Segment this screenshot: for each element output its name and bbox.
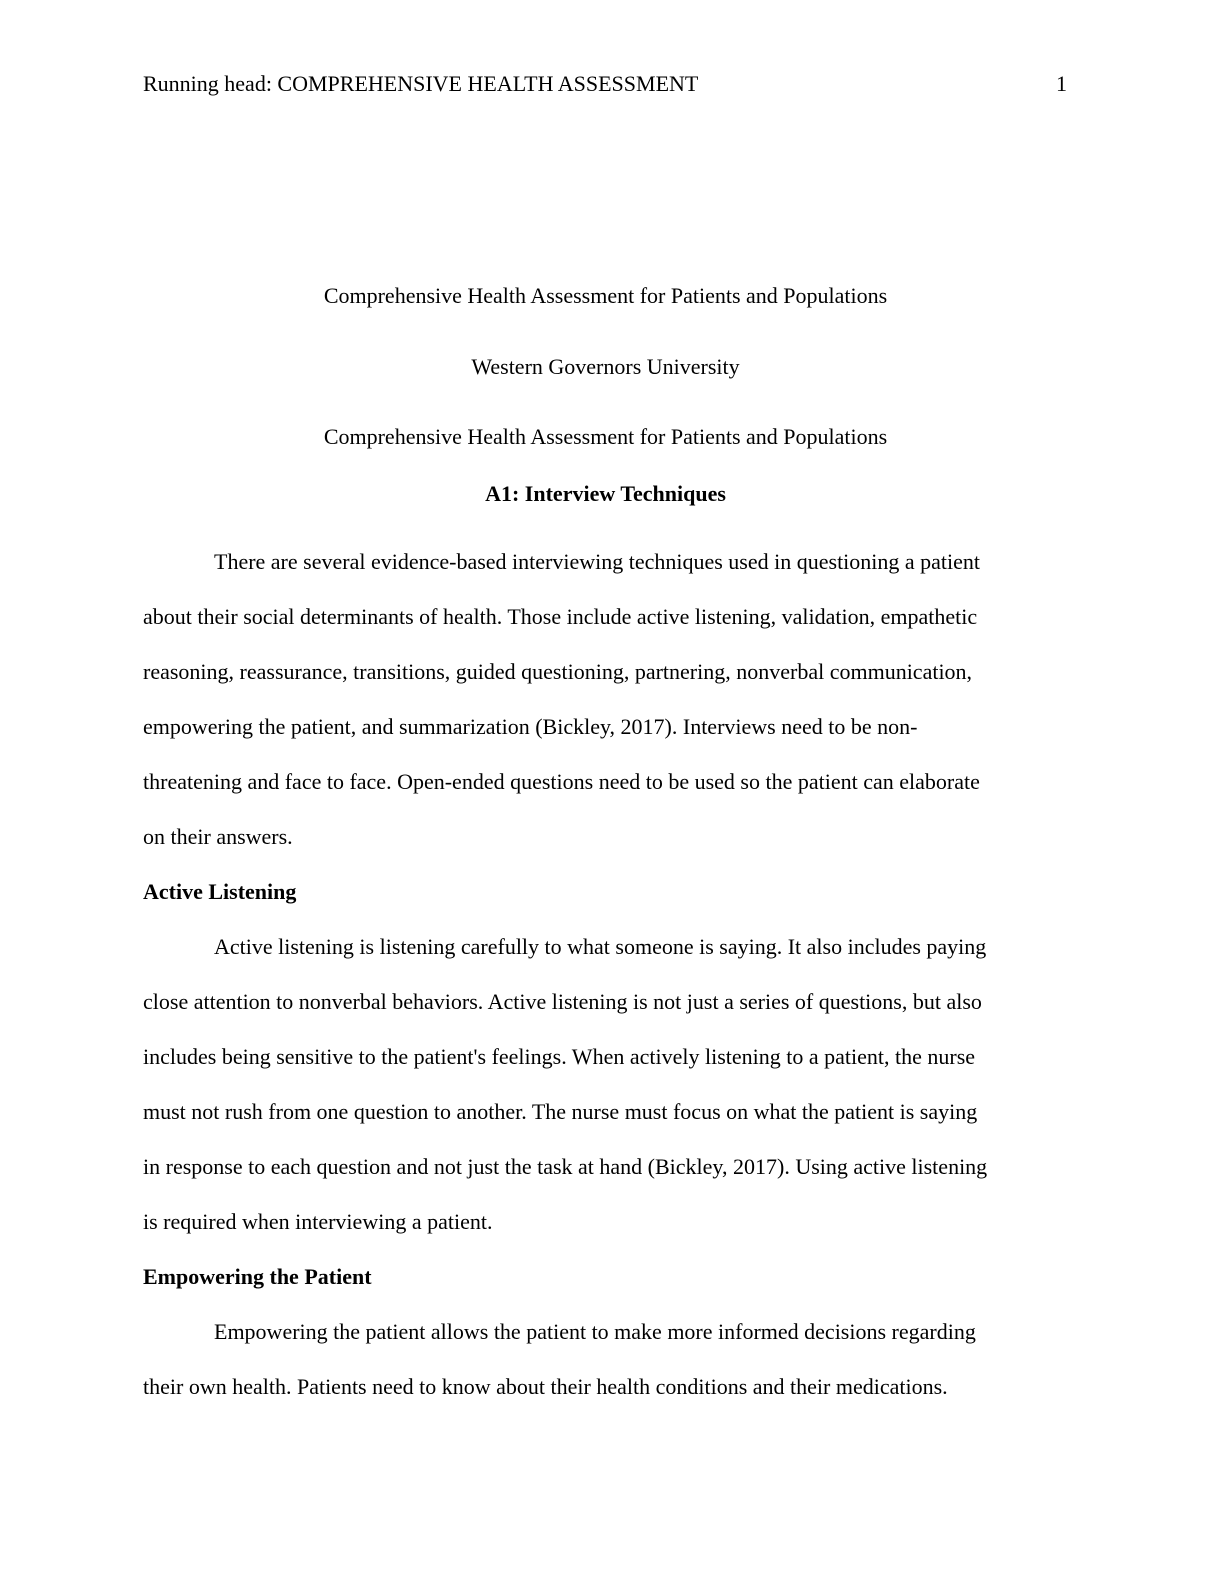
institution: Western Governors University <box>471 353 740 379</box>
paragraph-active-listening <box>143 919 1068 1249</box>
paragraph-line: is required when interviewing a patient. <box>143 1209 493 1234</box>
paragraph-line: on their answers. <box>143 824 293 849</box>
paper-body <box>143 479 1068 1414</box>
paragraph-line: Empowering the patient allows the patient to make more informed decisions regarding <box>214 1319 976 1344</box>
paragraph-interview-techniques <box>143 534 1068 864</box>
running-head: Running head: COMPREHENSIVE HEALTH ASSESSMENT <box>143 71 699 96</box>
section-heading-active-listening: Active Listening <box>143 879 297 904</box>
paragraph-line: in response to each question and not just the task at hand (Bickley, 2017). Using active listening <box>143 1154 988 1179</box>
paragraph-line: threatening and face to face. Open-ended questions need to be used so the patient can elaborate <box>143 769 980 794</box>
paragraph-line: includes being sensitive to the patient's feelings. When actively listening to a patient, the nurse <box>143 1044 976 1069</box>
paragraph-line: empowering the patient, and summarization (Bickley, 2017). Interviews need to be non- <box>143 714 918 739</box>
paragraph-line: must not rush from one question to another. The nurse must focus on what the patient is saying <box>143 1099 978 1124</box>
page-number: 1 <box>1056 71 1067 96</box>
paragraph-line: Active listening is listening carefully to what someone is saying. It also includes paying <box>214 934 987 959</box>
title-block <box>143 282 1068 494</box>
paragraph-line: reasoning, reassurance, transitions, guided questioning, partnering, nonverbal communication, <box>143 659 973 684</box>
paragraph-line: close attention to nonverbal behaviors. Active listening is not just a series of questions, but also <box>143 989 982 1014</box>
paper-title: Comprehensive Health Assessment for Patients and Populations <box>323 283 888 308</box>
course-title: Comprehensive Health Assessment for Patients and Populations <box>323 424 888 449</box>
paragraph-line: about their social determinants of health. Those include active listening, validation, empathetic <box>143 604 978 629</box>
section-heading-interview-techniques: A1: Interview Techniques <box>485 481 726 506</box>
paragraph-line: There are several evidence-based interviewing techniques used in questioning a patient <box>214 549 981 574</box>
section-heading-empowering-patient: Empowering the Patient <box>143 1264 372 1289</box>
paragraph-line: their own health. Patients need to know about their health conditions and their medications. <box>143 1374 948 1399</box>
paragraph-empowering-patient <box>143 1304 1068 1414</box>
